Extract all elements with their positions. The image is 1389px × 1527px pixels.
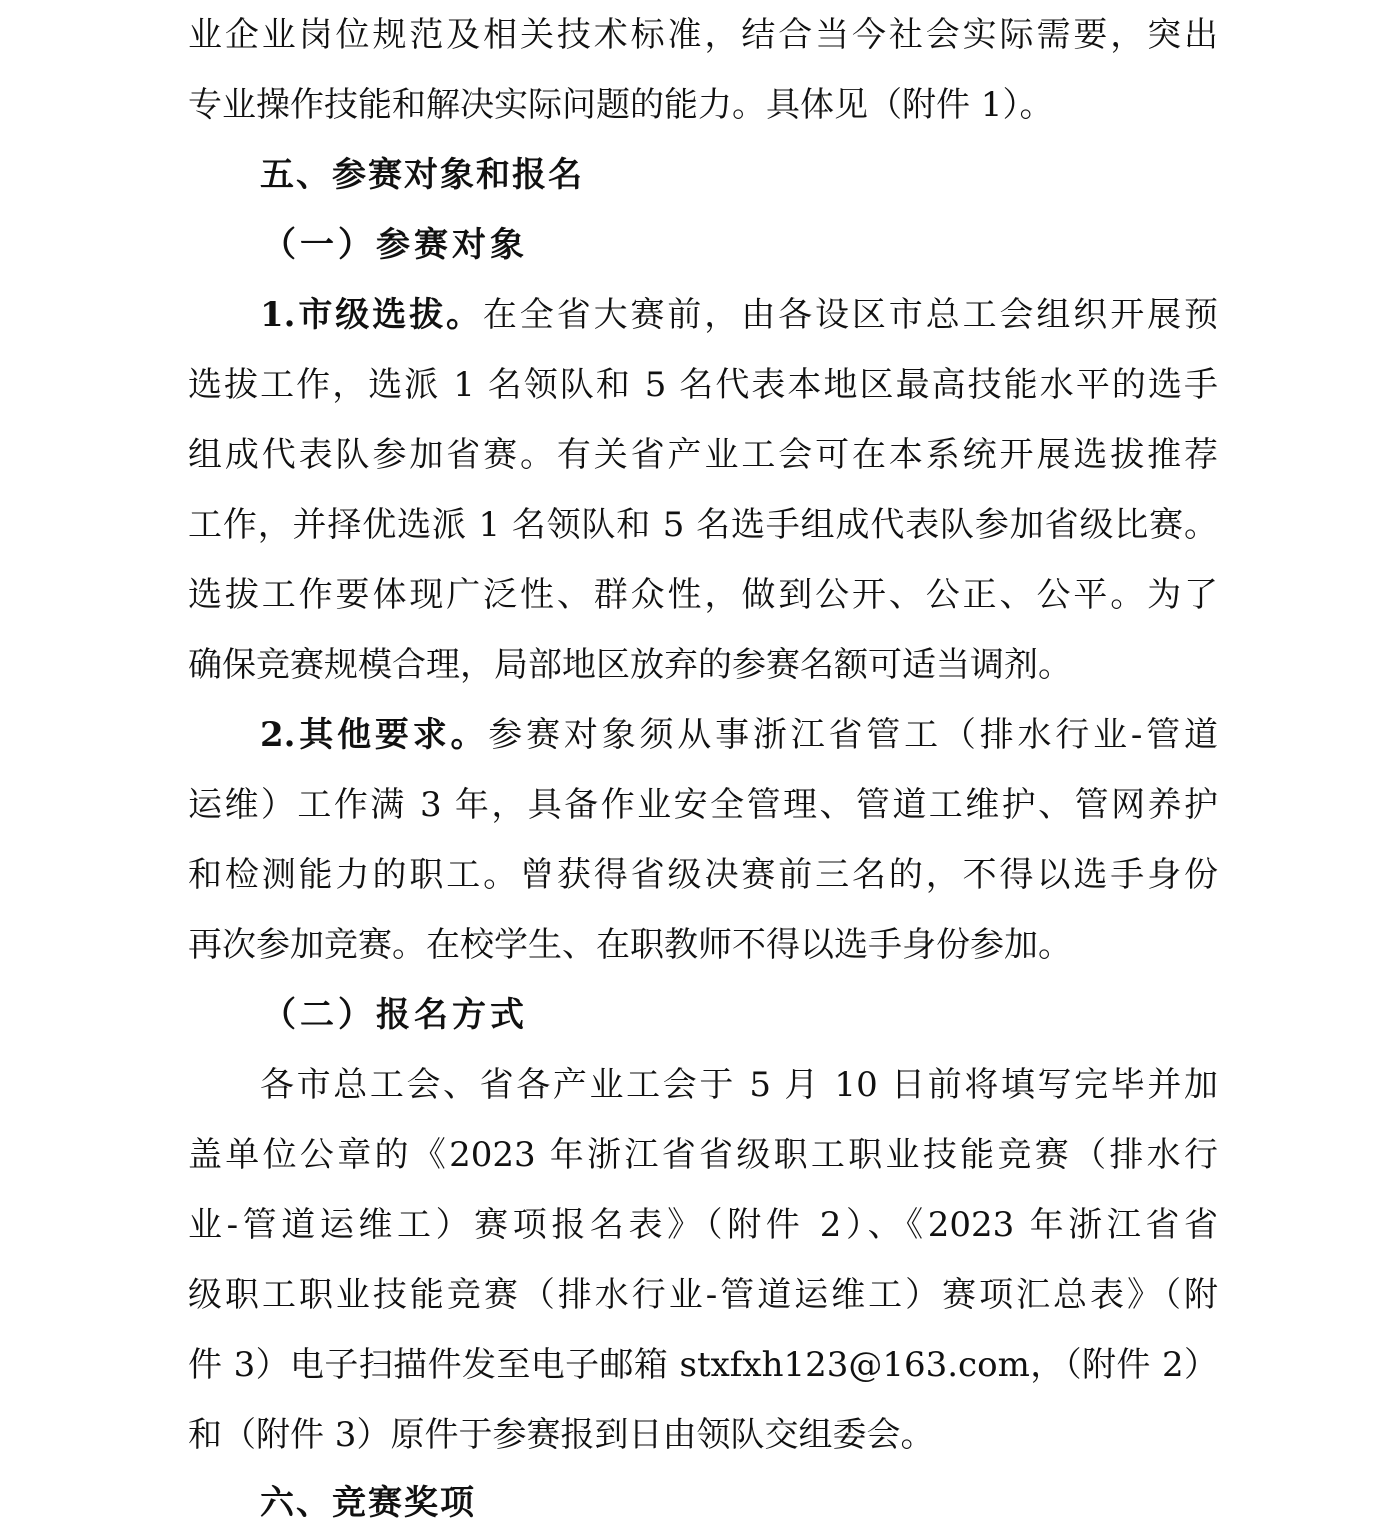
section-heading-6: 六、竞赛奖项 <box>260 1483 476 1523</box>
body-line: 工作，并择优选派 1 名领队和 5 名选手组成代表队参加省级比赛。 <box>188 505 1218 545</box>
body-line: 选拔工作，选派 1 名领队和 5 名代表本地区最高技能水平的选手 <box>188 365 1218 405</box>
body-line: 组成代表队参加省赛。有关省产业工会可在本系统开展选拔推荐 <box>188 435 1218 475</box>
paragraph-1-rest: 在全省大赛前，由各设区市总工会组织开展预 <box>482 295 1219 335</box>
body-line: 业企业岗位规范及相关技术标准，结合当今社会实际需要，突出 <box>188 15 1218 55</box>
body-line: 运维）工作满 3 年，具备作业安全管理、管道工维护、管网养护 <box>188 785 1218 825</box>
body-line: 确保竞赛规模合理，局部地区放弃的参赛名额可适当调剂。 <box>188 645 1072 685</box>
body-line-email: 件 3）电子扫描件发至电子邮箱 stxfxh123@163.com，（附件 2） <box>188 1345 1218 1385</box>
body-line: 和（附件 3）原件于参赛报到日由领队交组委会。 <box>188 1415 935 1455</box>
subsection-heading-2: （二）报名方式 <box>262 995 528 1035</box>
body-line: 业-管道运维工）赛项报名表》（附件 2）、《2023 年浙江省省 <box>188 1205 1218 1245</box>
subsection-heading-1: （一）参赛对象 <box>262 225 528 265</box>
paragraph-2-rest: 参赛对象须从事浙江省管工（排水行业-管道 <box>488 715 1218 755</box>
body-line: 选拔工作要体现广泛性、群众性，做到公开、公正、公平。为了 <box>188 575 1218 615</box>
body-line: 和检测能力的职工。曾获得省级决赛前三名的，不得以选手身份 <box>188 855 1218 895</box>
paragraph-3-first-line: 各市总工会、省各产业工会于 5 月 10 日前将填写完毕并加 <box>260 1065 1218 1105</box>
body-line: 级职工职业技能竞赛（排水行业-管道运维工）赛项汇总表》（附 <box>188 1275 1218 1315</box>
paragraph-2-lead: 2.其他要求。 <box>260 715 489 755</box>
paragraph-1-first-line <box>260 280 1218 350</box>
body-line: 再次参加竞赛。在校学生、在职教师不得以选手身份参加。 <box>188 925 1072 965</box>
body-line: 盖单位公章的《2023 年浙江省省级职工职业技能竞赛（排水行 <box>188 1135 1218 1175</box>
paragraph-2-first-line <box>260 700 1218 770</box>
paragraph-1-lead: 1.市级选拔。 <box>260 295 483 335</box>
body-line: 专业操作技能和解决实际问题的能力。具体见（附件 1）。 <box>188 85 1054 125</box>
section-heading-5: 五、参赛对象和报名 <box>260 155 584 195</box>
